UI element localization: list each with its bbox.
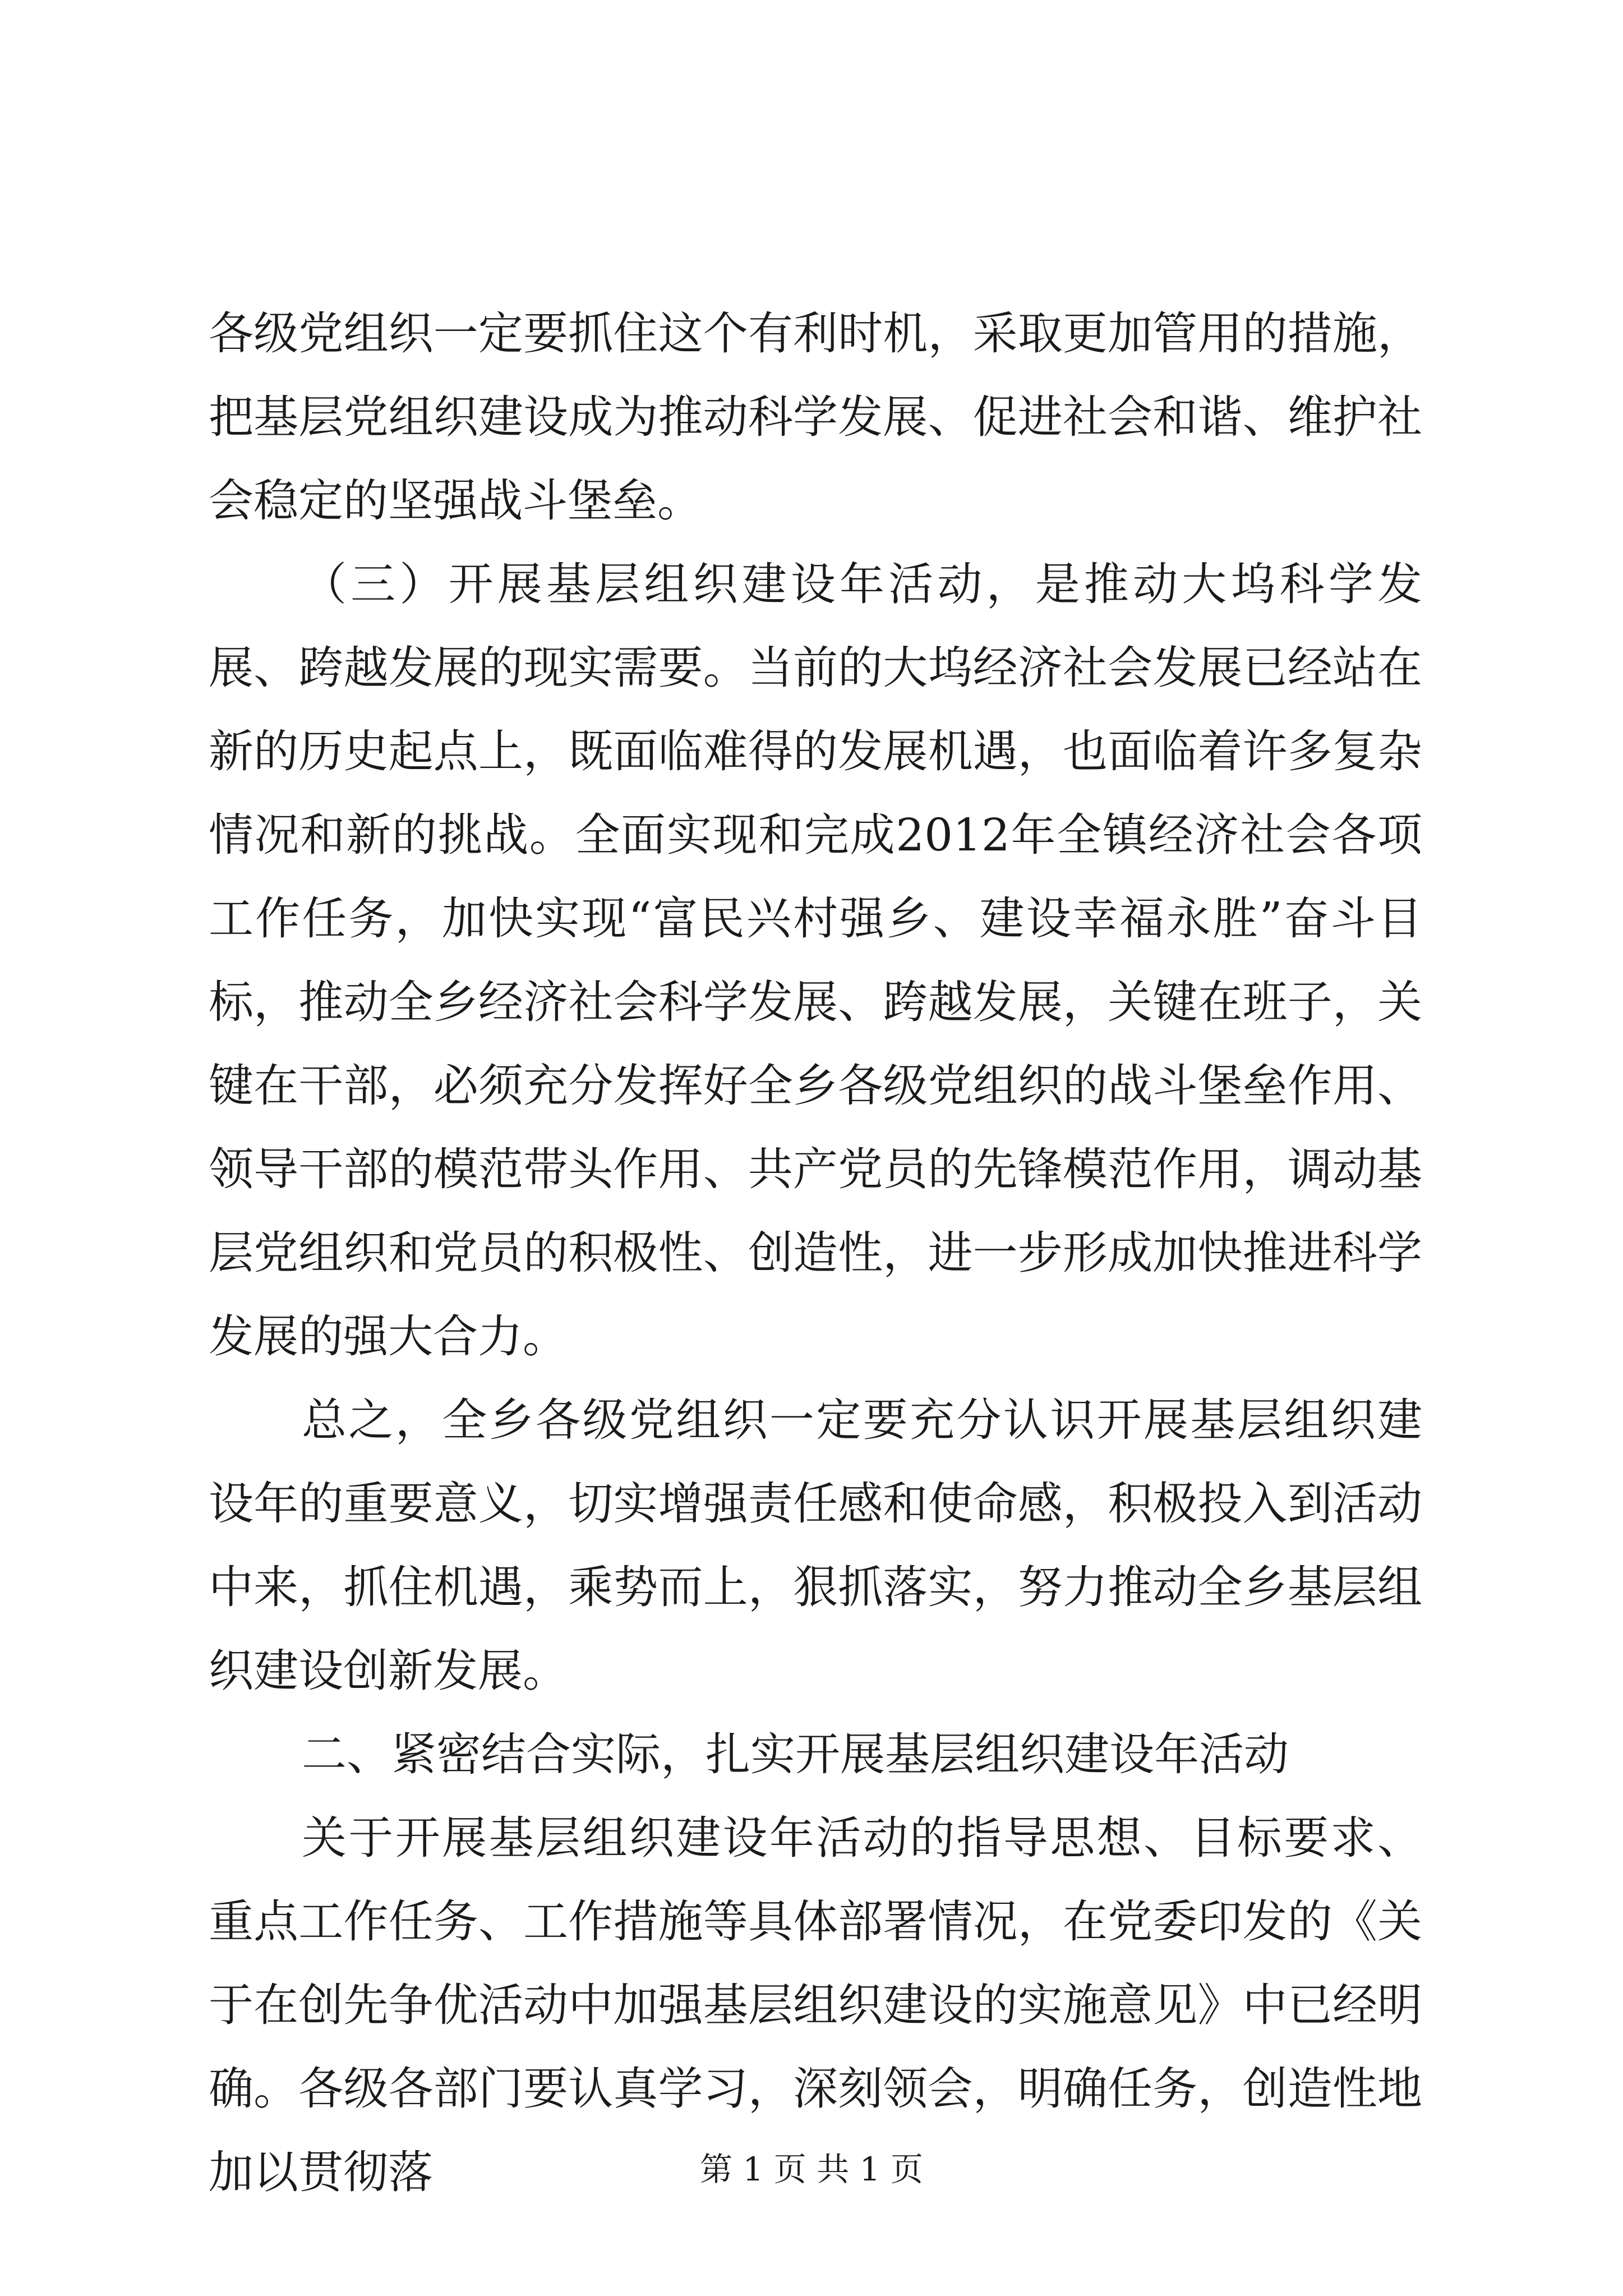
paragraph-2: （三）开展基层组织建设年活动，是推动大坞科学发展、跨越发展的现实需要。当前的大坞经济社会发展已经站在新的历史起点上，既面临难得的发展机遇，也面临着许多复杂情况和新的挑战。全面实现和完成2012年全镇经济社会各项工作任务，加快实现“富民兴村强乡、建设幸福永胜”奋斗目标，推动全乡经济社会科学发展、跨越发展，关键在班子，关键在干部，必须充分发挥好全乡各级党组织的战斗堡垒作用、领导干部的模范带头作用、共产党员的先锋模范作用，调动基层党组织和党员的积极性、创造性，进一步形成加快推进科学发展的强大合力。 (209, 558, 1422, 1363)
page-number-footer: 第 1 页 共 1 页 (700, 2150, 923, 2188)
paragraph-3: 总之，全乡各级党组织一定要充分认识开展基层组织建设年的重要意义，切实增强责任感和使命感，积极投入到活动中来，抓住机遇，乘势而上，狠抓落实，努力推动全乡基层组织建设创新发展。 (209, 1394, 1422, 1697)
paragraph-1: 各级党组织一定要抓住这个有利时机，采取更加管用的措施，把基层党组织建设成为推动科学发展、促进社会和谐、维护社会稳定的坚强战斗堡垒。 (209, 307, 1422, 527)
document-body (209, 292, 1422, 2214)
paragraph-5: 关于开展基层组织建设年活动的指导思想、目标要求、重点工作任务、工作措施等具体部署情况，在党委印发的《关于在创先争优活动中加强基层组织建设的实施意见》中已经明确。各级各部门要认真学习，深刻领会，明确任务，创造性地加以贯彻落 (209, 1812, 1422, 2198)
section-heading: 二、紧密结合实际，扎实开展基层组织建设年活动 (302, 1728, 1289, 1780)
